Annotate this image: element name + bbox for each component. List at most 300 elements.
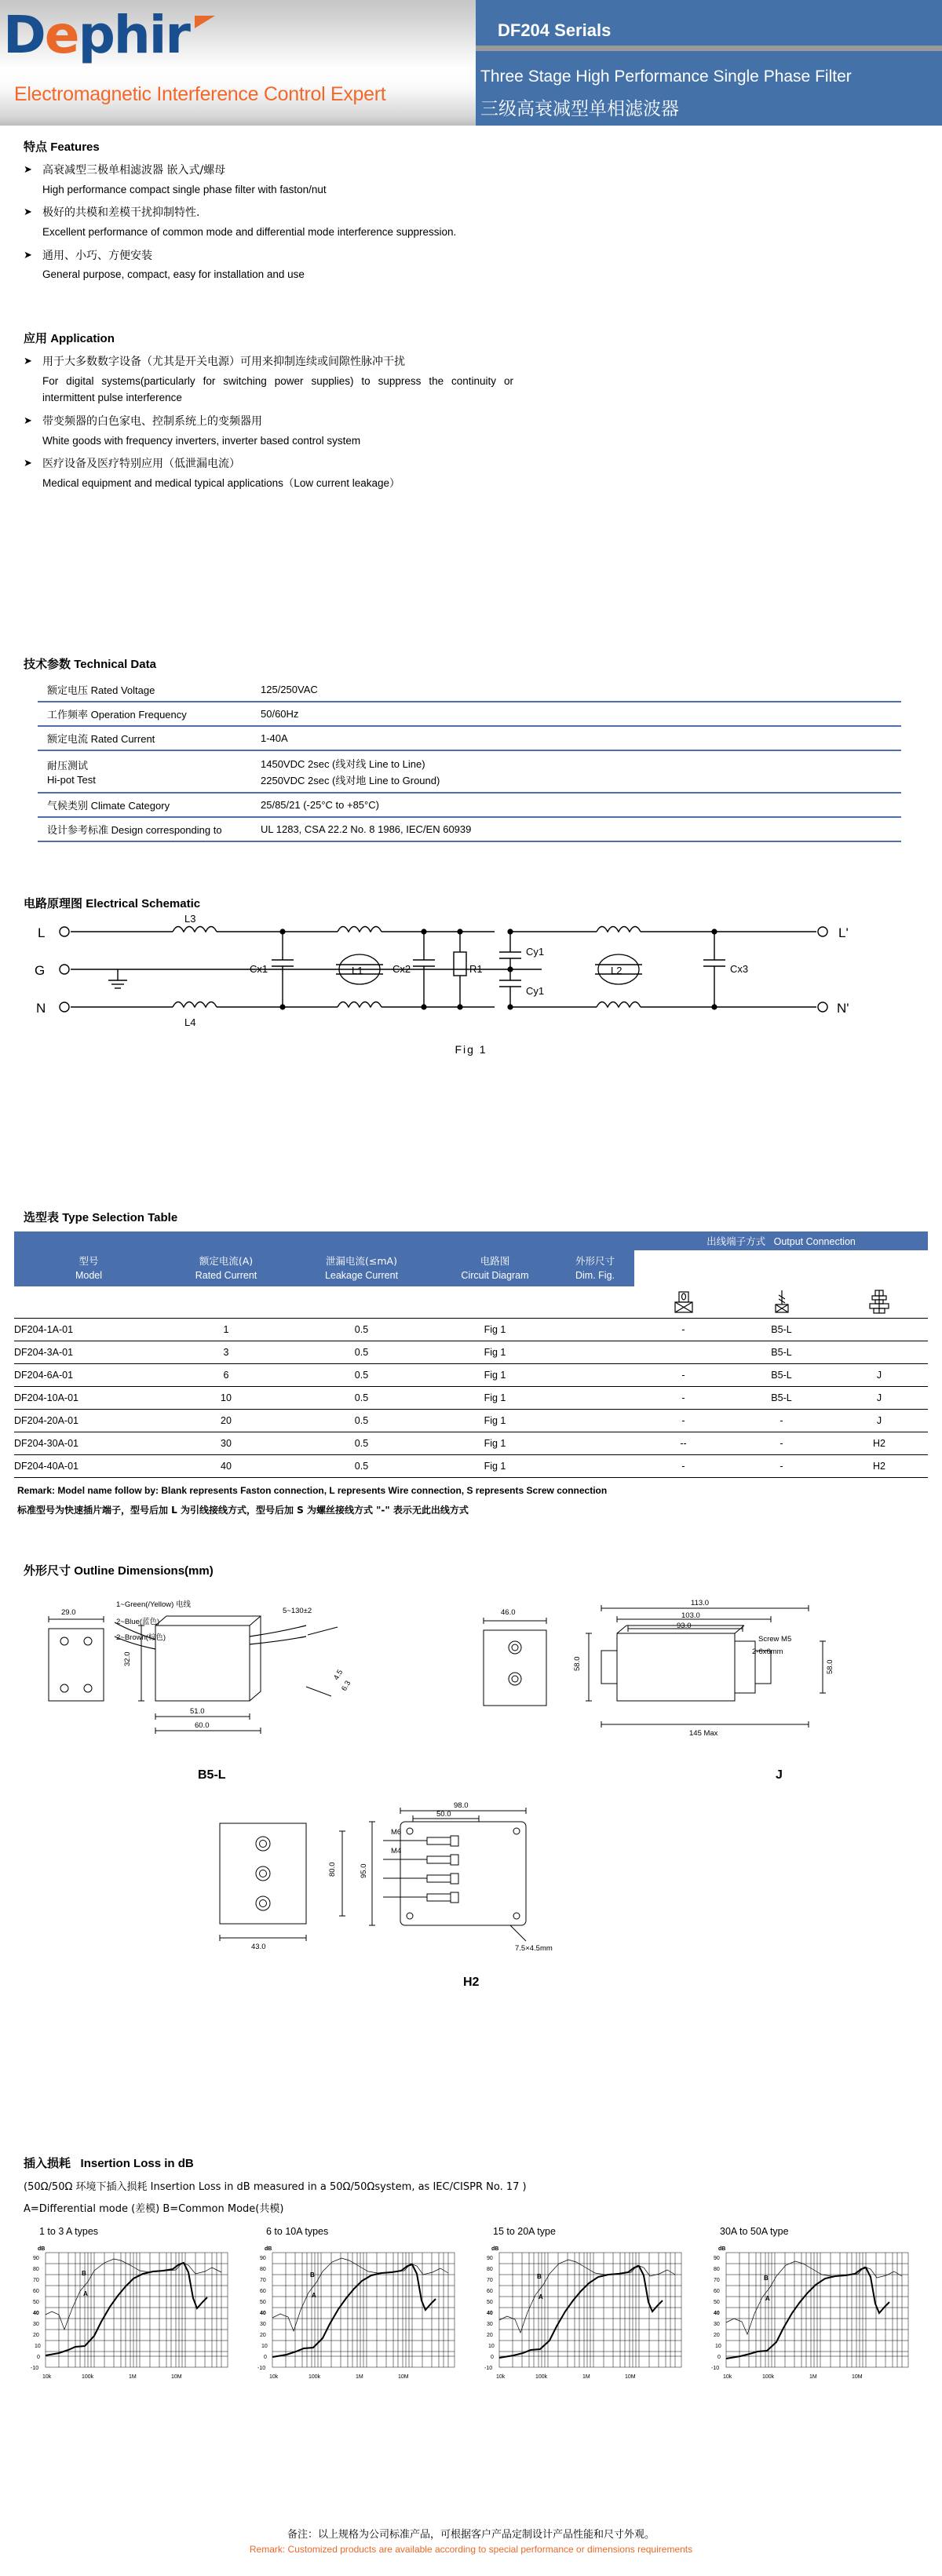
- tech-label-en: Design corresponding to: [111, 824, 222, 836]
- table-row: [14, 1454, 928, 1477]
- svg-text:40: 40: [33, 2311, 39, 2316]
- chart-svg: [477, 2239, 698, 2381]
- chart-6-to-10a: [250, 2226, 471, 2384]
- series-label-a: A: [765, 2295, 770, 2302]
- part-name-h2: H2: [463, 1976, 480, 1989]
- svg-text:1M: 1M: [356, 2374, 363, 2380]
- table-row: [14, 1432, 928, 1454]
- series-a-curve: [272, 2264, 436, 2357]
- group-header-en: Output Connection: [773, 1236, 856, 1247]
- cell-circuit-diagram: Fig 1: [484, 1414, 506, 1426]
- application-item: [24, 456, 526, 473]
- header-brand-panel: [0, 0, 476, 126]
- tech-label-en: Operation Frequency: [90, 709, 187, 721]
- tech-value: [234, 750, 901, 793]
- cell-model: DF204-6A-01: [14, 1369, 74, 1381]
- svg-text:70: 70: [33, 2278, 39, 2283]
- footer-remark-en: Remark: Customized products are available according to special performance or dimensions requirements: [249, 2544, 693, 2555]
- tech-label: [38, 750, 234, 793]
- cell-conn-wire: B5-L: [771, 1323, 792, 1335]
- svg-text:60: 60: [487, 2289, 493, 2294]
- insertion-loss-note: (50Ω/50Ω 环境下插入损耗 Insertion Loss in dB measured in a 50Ω/50Ωsystem, as IEC/CISPR No. 17 ): [24, 2181, 527, 2193]
- chart-15-to-20a: [477, 2226, 698, 2384]
- output-connection-group-header: [634, 1231, 928, 1250]
- table-row: [38, 726, 901, 750]
- svg-text:50: 50: [260, 2300, 266, 2305]
- faston-terminal-icon: [634, 1286, 732, 1318]
- series-label-b: B: [82, 2270, 86, 2277]
- dim-43-0: 43.0: [251, 1943, 266, 1951]
- cell-conn-faston: --: [680, 1437, 687, 1449]
- technical-data-table: [38, 678, 901, 842]
- cell-conn-faston: -: [681, 1414, 685, 1426]
- dim-98-0: 98.0: [454, 1801, 469, 1810]
- svg-text:10M: 10M: [625, 2374, 636, 2380]
- outline-drawing-j: [463, 1593, 903, 1773]
- tech-value: 50/60Hz: [261, 708, 299, 720]
- svg-text:10k: 10k: [42, 2374, 52, 2380]
- component-label-R1: R1: [469, 963, 483, 975]
- terminal-label-L-out: L': [838, 925, 849, 940]
- table-row: [14, 1318, 928, 1341]
- technical-data-heading: [24, 655, 918, 672]
- cell-conn-wire: B5-L: [771, 1369, 792, 1381]
- feature-item: [24, 205, 510, 222]
- insertion-loss-heading: [24, 2155, 918, 2171]
- svg-text:50: 50: [487, 2300, 493, 2305]
- dim-103-0: 103.0: [681, 1611, 700, 1620]
- cell-model: DF204-3A-01: [14, 1346, 74, 1358]
- svg-text:100k: 100k: [309, 2374, 321, 2380]
- component-label-Cx3: Cx3: [730, 963, 749, 975]
- type-selection-heading-cn: 选型表: [24, 1210, 60, 1224]
- component-label-Cx1: Cx1: [250, 963, 268, 975]
- features-heading-en: Features: [50, 140, 100, 154]
- svg-text:100k: 100k: [535, 2374, 548, 2380]
- schematic-heading: [24, 895, 918, 911]
- tech-label-cn: 额定电压: [47, 685, 89, 697]
- svg-text:40: 40: [487, 2311, 493, 2316]
- features-section: [24, 138, 510, 290]
- insertion-loss-heading-en: Insertion Loss in dB: [80, 2157, 194, 2170]
- outline-heading-cn: 外形尺寸: [24, 1563, 71, 1578]
- bullet-arrow-icon: ➤: [24, 206, 32, 218]
- header-divider: [476, 46, 942, 51]
- svg-text:10k: 10k: [723, 2374, 732, 2380]
- cell-dim-fig: [556, 1318, 634, 1341]
- terminal-label-N: N: [36, 1001, 46, 1016]
- dim-95-0: 95.0: [360, 1863, 368, 1878]
- component-label-Cy1-bot: Cy1: [526, 985, 545, 997]
- cell-conn-faston: -: [681, 1460, 685, 1472]
- cell-conn-screw: J: [876, 1414, 882, 1426]
- application-item: [24, 414, 526, 431]
- chart-30a-to-50a: [704, 2226, 925, 2384]
- feature-item: [24, 248, 510, 265]
- svg-text:-10: -10: [31, 2366, 39, 2371]
- svg-text:10k: 10k: [496, 2374, 506, 2380]
- cell-rated-current: 20: [221, 1414, 232, 1426]
- series-a-curve: [726, 2268, 889, 2359]
- component-label-L2: L2: [611, 965, 623, 976]
- tech-value-line2: 2250VDC 2sec (线对地 Line to Ground): [261, 775, 440, 786]
- cell-circuit-diagram: Fig 1: [484, 1369, 506, 1381]
- component-label-Cx2: Cx2: [392, 963, 411, 975]
- dim-46-0: 46.0: [501, 1608, 516, 1617]
- tech-value: 1-40A: [261, 732, 288, 744]
- chart-svg: [704, 2239, 925, 2381]
- chart-svg: [24, 2239, 244, 2381]
- col-header-conn-2: [732, 1250, 831, 1286]
- cell-conn-screw: J: [876, 1369, 882, 1381]
- svg-text:10: 10: [35, 2344, 41, 2349]
- svg-text:90: 90: [260, 2256, 266, 2261]
- outline-heading-en: Outline Dimensions(mm): [74, 1564, 214, 1578]
- svg-text:40: 40: [714, 2311, 720, 2316]
- cell-conn-faston: -: [681, 1323, 685, 1335]
- cell-conn-screw: [831, 1318, 928, 1341]
- tech-label: [38, 793, 234, 817]
- tech-label-en: Rated Current: [90, 733, 155, 745]
- svg-text:0: 0: [491, 2355, 494, 2360]
- cell-dim-fig: [556, 1363, 634, 1386]
- table-group-header-row: [14, 1231, 928, 1250]
- application-section: [24, 330, 526, 498]
- tech-label: [38, 678, 234, 702]
- cell-conn-faston: -: [681, 1392, 685, 1403]
- cell-circuit-diagram: Fig 1: [484, 1460, 506, 1472]
- svg-text:60: 60: [260, 2289, 266, 2294]
- series-name: DF204 Serials: [498, 20, 612, 40]
- bullet-arrow-icon: ➤: [24, 248, 32, 261]
- col-header-dim-fig: 外形尺寸 Dim. Fig.: [556, 1250, 634, 1286]
- svg-text:50: 50: [714, 2300, 720, 2305]
- tech-label-en: Hi-pot Test: [47, 774, 96, 786]
- part-name-b5l: B5-L: [198, 1768, 226, 1782]
- dim-5-130: 5~130±2: [283, 1607, 312, 1615]
- company-logo: Dephir: [3, 5, 189, 65]
- terminal-label-G: G: [35, 963, 46, 978]
- table-row: [38, 793, 901, 817]
- type-selection-heading-en: Type Selection Table: [62, 1211, 178, 1224]
- cell-leakage-current: 0.5: [354, 1460, 369, 1472]
- tech-label-en: Rated Voltage: [90, 684, 155, 696]
- table-icon-row: [14, 1286, 928, 1318]
- col-header-circuit-diagram: 电路图 Circuit Diagram: [434, 1250, 556, 1286]
- chart-1-to-3a: [24, 2226, 244, 2384]
- cell-rated-current: 10: [221, 1392, 232, 1403]
- schematic-heading-en: Electrical Schematic: [86, 897, 201, 910]
- feature-text-en: General purpose, compact, easy for installation and use: [42, 268, 305, 281]
- svg-text:90: 90: [714, 2256, 720, 2261]
- cell-conn-screw: H2: [873, 1437, 885, 1449]
- svg-text:80: 80: [487, 2267, 493, 2272]
- cell-conn-screw: [831, 1341, 928, 1363]
- dim-7-5x4-5: 7.5×4.5mm: [515, 1944, 553, 1953]
- technical-data-heading-cn: 技术参数: [24, 657, 71, 671]
- svg-text:10: 10: [261, 2344, 268, 2349]
- bullet-arrow-icon: ➤: [24, 163, 32, 175]
- svg-text:70: 70: [487, 2278, 493, 2283]
- cell-rated-current: 30: [221, 1437, 232, 1449]
- component-label-Cy1-top: Cy1: [526, 946, 545, 958]
- col-header-rated-current: 额定电流(A) Rated Current: [163, 1250, 289, 1286]
- cell-conn-screw: J: [876, 1392, 882, 1403]
- cell-conn-faston: -: [681, 1369, 685, 1381]
- svg-text:20: 20: [714, 2333, 720, 2338]
- company-tagline: Electromagnetic Interference Control Expert: [14, 83, 386, 105]
- application-heading-en: Application: [50, 332, 115, 345]
- tech-label: [38, 702, 234, 726]
- svg-text:-10: -10: [711, 2366, 720, 2371]
- schematic-heading-cn: 电路原理图: [24, 896, 83, 910]
- svg-text:-10: -10: [484, 2366, 493, 2371]
- tech-value: 125/250VAC: [261, 684, 318, 695]
- table-row: [38, 702, 901, 726]
- cell-conn-wire: -: [780, 1414, 783, 1426]
- svg-text:10M: 10M: [171, 2374, 182, 2380]
- bullet-arrow-icon: ➤: [24, 355, 32, 367]
- svg-text:10M: 10M: [852, 2374, 863, 2380]
- cell-circuit-diagram: Fig 1: [484, 1323, 506, 1335]
- tech-value: UL 1283, CSA 22.2 No. 8 1986, IEC/EN 60939: [261, 823, 472, 835]
- svg-text:100k: 100k: [82, 2374, 94, 2380]
- feature-text-en: High performance compact single phase filter with faston/nut: [42, 183, 327, 195]
- svg-text:0: 0: [717, 2355, 721, 2360]
- schematic-section: [24, 895, 918, 1056]
- component-label-L1: L1: [352, 965, 363, 976]
- terminal-label-L: L: [38, 925, 46, 940]
- cell-model: DF204-10A-01: [14, 1392, 78, 1403]
- type-selection-section: [14, 1209, 928, 1517]
- series-label-a: A: [83, 2290, 88, 2297]
- label-m6: M6: [391, 1828, 402, 1837]
- svg-text:0: 0: [37, 2355, 40, 2360]
- label-m4: M4: [391, 1847, 402, 1855]
- cell-rated-current: 1: [223, 1323, 229, 1335]
- cell-model: DF204-40A-01: [14, 1460, 78, 1472]
- tech-label-cn: 耐压测试: [47, 761, 89, 772]
- screw-terminal-icon: [831, 1286, 928, 1318]
- chart-title: 6 to 10A types: [266, 2226, 329, 2237]
- type-selection-table: [14, 1231, 928, 1478]
- cell-conn-wire: -: [780, 1437, 783, 1449]
- technical-data-section: [24, 655, 918, 842]
- col-header-conn-3: [831, 1250, 928, 1286]
- application-text-cn: 用于大多数数字设备（尤其是开关电源）可用来抑制连续或间隙性脉冲干扰: [42, 356, 405, 368]
- svg-text:30: 30: [487, 2322, 493, 2327]
- col-header-conn-1: [634, 1250, 732, 1286]
- tech-value: 25/85/21 (-25°C to +85°C): [261, 799, 379, 811]
- svg-text:-10: -10: [257, 2366, 266, 2371]
- cell-leakage-current: 0.5: [354, 1414, 369, 1426]
- page-footer: [0, 2526, 942, 2555]
- svg-text:10M: 10M: [398, 2374, 409, 2380]
- cell-dim-fig: [556, 1432, 634, 1454]
- label-screw-m5: Screw M5: [758, 1635, 792, 1644]
- schematic-figure-caption: Fig 1: [455, 1043, 487, 1056]
- dim-50-0: 50.0: [436, 1810, 451, 1819]
- cell-leakage-current: 0.5: [354, 1392, 369, 1403]
- svg-text:80: 80: [714, 2267, 720, 2272]
- tech-label-cn: 气候类别: [47, 801, 89, 812]
- cell-dim-fig: [556, 1341, 634, 1363]
- tech-label-cn: 设计参考标准: [47, 825, 109, 837]
- chart-title: 30A to 50A type: [720, 2226, 789, 2237]
- svg-text:10k: 10k: [269, 2374, 279, 2380]
- bullet-arrow-icon: ➤: [24, 457, 32, 469]
- series-label-b: B: [537, 2273, 542, 2280]
- table-row: [14, 1363, 928, 1386]
- cell-conn-wire: -: [780, 1460, 783, 1472]
- tech-label-cn: 工作频率: [47, 710, 89, 721]
- application-heading-cn: 应用: [24, 331, 48, 345]
- wire-terminal-icon: [732, 1286, 831, 1318]
- series-a-curve: [46, 2263, 207, 2355]
- application-text-en: White goods with frequency inverters, inverter based control system: [42, 434, 361, 447]
- cell-dim-fig: [556, 1409, 634, 1432]
- application-text-cn: 医疗设备及医疗特别应用（低泄漏电流）: [42, 458, 240, 471]
- feature-text-cn: 极好的共模和差模干扰抑制特性.: [42, 206, 200, 220]
- schematic-svg: [24, 914, 918, 1048]
- cell-model: DF204-20A-01: [14, 1414, 78, 1426]
- dim-93-0: 93.0: [677, 1622, 692, 1630]
- svg-text:100k: 100k: [762, 2374, 775, 2380]
- series-label-b: B: [310, 2271, 315, 2279]
- features-heading: [24, 138, 510, 155]
- insertion-loss-heading-cn: 插入损耗: [24, 2156, 71, 2170]
- cell-rated-current: 6: [223, 1369, 229, 1381]
- type-selection-remark-en: Remark: Model name follow by: Blank represents Faston connection, L represents Wire connection, S represents Screw connection: [17, 1484, 608, 1496]
- application-item: [24, 354, 526, 371]
- svg-text:50: 50: [33, 2300, 39, 2305]
- outline-heading: [24, 1562, 918, 1578]
- features-heading-cn: 特点: [24, 140, 48, 154]
- dim-29-0: 29.0: [61, 1608, 76, 1617]
- svg-text:70: 70: [714, 2278, 720, 2283]
- tech-label: [38, 726, 234, 750]
- table-row: [14, 1341, 928, 1363]
- svg-text:dB: dB: [718, 2246, 726, 2252]
- cell-conn-faston: [634, 1341, 732, 1363]
- product-title-en: Three Stage High Performance Single Phase Filter: [480, 68, 852, 86]
- cell-conn-wire: B5-L: [771, 1346, 792, 1358]
- outline-drawings: [24, 1583, 918, 2023]
- svg-text:30: 30: [714, 2322, 720, 2327]
- dim-60-0: 60.0: [195, 1721, 210, 1730]
- svg-text:10: 10: [715, 2344, 721, 2349]
- cell-model: DF204-30A-01: [14, 1437, 78, 1449]
- bullet-arrow-icon: ➤: [24, 414, 32, 426]
- cell-rated-current: 3: [223, 1346, 229, 1358]
- cell-circuit-diagram: Fig 1: [484, 1346, 506, 1358]
- svg-text:60: 60: [714, 2289, 720, 2294]
- label-blue-wire: 2~Blue(蓝色): [116, 1618, 160, 1626]
- table-row: [38, 750, 901, 793]
- col-header-model: 型号 Model: [14, 1250, 163, 1286]
- feature-text-cn: 通用、小巧、方便安装: [42, 249, 152, 262]
- svg-text:80: 80: [33, 2267, 39, 2272]
- svg-text:10: 10: [488, 2344, 495, 2349]
- terminal-label-N-out: N': [837, 1001, 849, 1016]
- svg-text:30: 30: [260, 2322, 266, 2327]
- application-text-cn: 带变频器的白色家电、控制系统上的变频器用: [42, 414, 262, 428]
- dim-32-0: 32.0: [123, 1651, 132, 1666]
- outline-drawing-h2: [204, 1800, 644, 1965]
- svg-text:80: 80: [260, 2267, 266, 2272]
- footer-remark-cn: 备注：以上规格为公司标准产品，可根据客户产品定制设计产品性能和尺寸外观。: [287, 2529, 655, 2541]
- cell-leakage-current: 0.5: [354, 1369, 369, 1381]
- svg-text:70: 70: [260, 2278, 266, 2283]
- schematic-diagram: [24, 914, 918, 1048]
- tech-label: [38, 817, 234, 841]
- table-row: [38, 817, 901, 841]
- insertion-loss-legend: A=Differential mode (差模) B=Common Mode(共模): [24, 2203, 284, 2215]
- cell-model: DF204-1A-01: [14, 1323, 74, 1335]
- chart-title: 1 to 3 A types: [39, 2226, 99, 2237]
- type-selection-remark-cn: 标准型号为快速插片端子，型号后加 L 为引线接线方式，型号后加 S 为螺丝接线方式 "-" 表示无此出线方式: [17, 1504, 469, 1516]
- cell-conn-wire: B5-L: [771, 1392, 792, 1403]
- dim-4-5: 4.5: [332, 1668, 345, 1682]
- dim-58-0-left: 58.0: [573, 1656, 582, 1671]
- chart-title: 15 to 20A type: [493, 2226, 556, 2237]
- dim-51-0: 51.0: [190, 1707, 205, 1716]
- cell-dim-fig: [556, 1454, 634, 1477]
- svg-text:40: 40: [260, 2311, 266, 2316]
- label-2-6x6mm: 2-6x6mm: [752, 1647, 783, 1656]
- outline-dimensions-section: [24, 1562, 918, 2023]
- table-row: [38, 678, 901, 702]
- application-text-en: Medical equipment and medical typical applications（Low current leakage）: [42, 476, 400, 489]
- table-row: [14, 1386, 928, 1409]
- tech-label-cn: 额定电流: [47, 734, 89, 746]
- icon-row-spacer: [14, 1286, 634, 1318]
- cell-leakage-current: 0.5: [354, 1323, 369, 1335]
- group-header-spacer: [14, 1231, 634, 1250]
- label-brown-wire: 2~Brown(棕色): [116, 1633, 166, 1642]
- feature-text-cn: 高衰减型三极单相滤波器 嵌入式/螺母: [42, 164, 226, 177]
- dim-113-0: 113.0: [691, 1599, 710, 1607]
- svg-text:20: 20: [33, 2333, 39, 2338]
- series-label-b: B: [764, 2275, 769, 2282]
- logo-flag-icon: [195, 16, 215, 28]
- feature-text-en: Excellent performance of common mode and differential mode interference suppression.: [42, 225, 457, 238]
- type-selection-body: [14, 1318, 928, 1477]
- cell-circuit-diagram: Fig 1: [484, 1437, 506, 1449]
- tech-value-line1: 1450VDC 2sec (线对线 Line to Line): [261, 758, 425, 770]
- col-header-leakage-current: 泄漏电流(≤mA) Leakage Current: [289, 1250, 434, 1286]
- cell-conn-screw: H2: [873, 1460, 885, 1472]
- svg-text:60: 60: [33, 2289, 39, 2294]
- page-header: [0, 0, 942, 126]
- svg-text:90: 90: [33, 2256, 39, 2261]
- application-text-en: For digital systems(particularly for switching power supplies) to suppress the continuity or intermittent pulse interference: [42, 374, 513, 404]
- insertion-loss-charts: [24, 2226, 918, 2384]
- svg-text:20: 20: [260, 2333, 266, 2338]
- dim-80-0: 80.0: [328, 1862, 337, 1877]
- svg-text:dB: dB: [491, 2246, 499, 2252]
- svg-text:1M: 1M: [809, 2374, 817, 2380]
- dim-145-max: 145 Max: [689, 1729, 718, 1738]
- table-row: [14, 1409, 928, 1432]
- type-selection-heading: [24, 1209, 928, 1225]
- svg-text:dB: dB: [265, 2246, 272, 2252]
- feature-item: [24, 162, 510, 180]
- svg-text:20: 20: [487, 2333, 493, 2338]
- svg-text:90: 90: [487, 2256, 493, 2261]
- dim-58-0-right: 58.0: [826, 1659, 834, 1674]
- technical-data-heading-en: Technical Data: [74, 658, 156, 671]
